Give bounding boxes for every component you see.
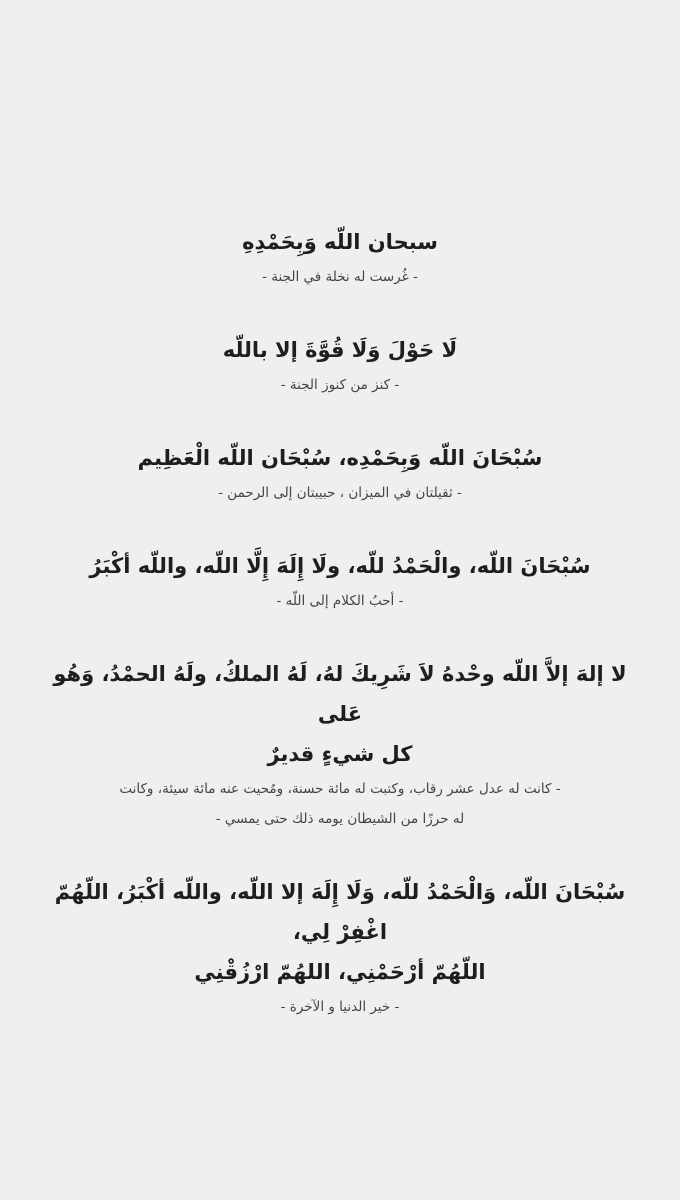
virtue-text: - أحبُ الكلام إلى اللّه - [276,593,404,609]
adhkar-list [40,222,640,1022]
virtue-text: - ثقيلتان في الميزان ، حبيبتان إلى الرحمن - [218,485,462,501]
virtue-text-line-1: - كانت له عدل عشر رقاب، وكتبت له مائة حسنة، ومُحيت عنه مائة سيئة، وكانت [119,781,561,797]
dhikr-entry [40,330,640,400]
virtue-text: - كنز من كنوز الجنة - [280,377,400,393]
virtue-text: - خير الدنيا و الآخرة - [280,999,400,1015]
dhikr-text: سُبْحَانَ اللّه، والْحَمْدُ للّه، ولَا إِلَهَ إِلَّا اللّه، واللّه أكْبَرُ [89,554,591,578]
dhikr-entry [40,438,640,508]
dhikr-entry [40,654,640,834]
dhikr-entry [40,546,640,616]
virtue-text-line-2: له حرزًا من الشيطان يومه ذلك حتى يمسي - [215,811,465,827]
virtue-text: - غُرست له نخلة في الجنة - [262,269,418,285]
dhikr-text: لَا حَوْلَ وَلَا قُوَّةَ إلا باللّه [222,338,458,362]
dhikr-text-line-1: سُبْحَانَ اللّه، وَالْحَمْدُ للّه، وَلَا إِلَهَ إلا اللّه، واللّه أكْبَرُ، اللّهُمّ اغْفِرْ لِي، [54,880,626,944]
dhikr-text-line-2: اللّهُمّ أرْحَمْنِي، اللهُمّ ارْزُقْنِي [194,960,486,984]
dhikr-text-line-2: كل شيءٍ قديرٌ [267,742,413,766]
dhikr-text: سُبْحَانَ اللّه وَبِحَمْدِه، سُبْحَان اللّه الْعَظِيم [137,446,543,470]
dhikr-text-line-1: لا إلهَ إلاَّ اللّه وحْدهُ لاَ شَرِيكَ لهُ، لَهُ الملكُ، ولَهُ الحمْدُ، وَهُو عَلى [53,662,627,726]
dhikr-entry [40,872,640,1022]
dhikr-entry [40,222,640,292]
dhikr-text: سبحان اللّه وَبِحَمْدِهِ [242,230,438,254]
